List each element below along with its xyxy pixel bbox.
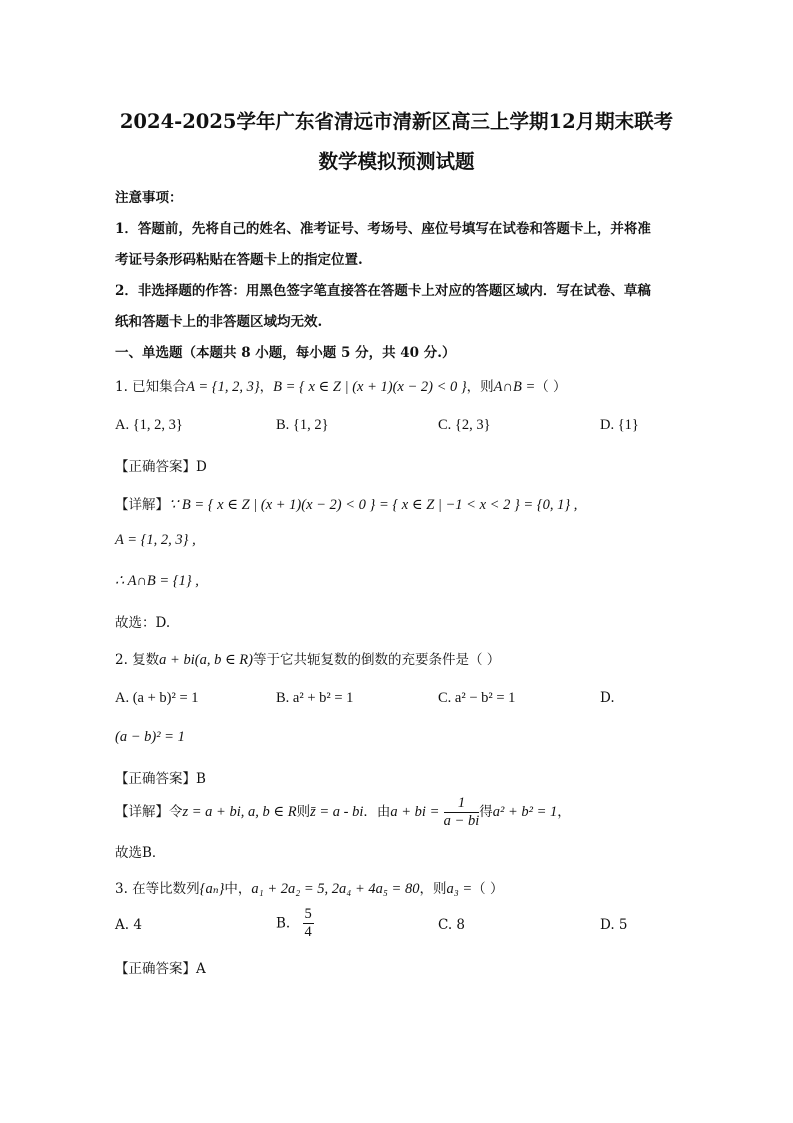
q3-answer: 【正确答案】A <box>115 961 206 977</box>
q3-stem-mid: 中， <box>224 881 252 897</box>
q3-option-d: D. 5 <box>600 917 628 933</box>
question-1-stem <box>115 375 567 396</box>
q1-set-a: A = {1, 2, 3} <box>186 379 260 395</box>
q1-detail-line-1 <box>115 493 577 514</box>
q1-choose: 故选：D. <box>115 615 171 631</box>
q3-option-c: C. 8 <box>438 917 466 933</box>
q2-detail-label: 【详解】 <box>115 804 169 820</box>
q1-ask: A∩B = <box>493 379 536 395</box>
notes-heading: 注意事项： <box>115 190 183 206</box>
q1-option-b: B. {1, 2} <box>276 417 329 433</box>
question-3-stem <box>115 877 503 898</box>
notes-item-1-line-2: 考证号条形码粘贴在答题卡上的指定位置. <box>115 252 363 268</box>
q2-answer: 【正确答案】B <box>115 771 206 787</box>
q2-fraction-numerator: 1 <box>444 795 480 813</box>
q1-stem-prefix: 1. 已知集合 <box>115 379 187 395</box>
q1-set-b: B = { x ∈ Z | (x + 1)(x − 2) < 0 } <box>273 379 467 395</box>
q1-stem-suffix: ，则 <box>466 379 494 395</box>
q2-fraction <box>444 795 480 830</box>
q3-option-b-label: B. <box>276 915 291 932</box>
q1-option-a: A. {1, 2, 3} <box>115 417 183 433</box>
q2-stem-suffix: 等于它共轭复数的倒数的充要条件是（ ） <box>252 652 501 668</box>
q2-detail-math-2: z̄ = a - bi <box>310 804 364 820</box>
q2-fraction-denominator: a − bi <box>443 813 480 829</box>
q3-stem-suffix: ，则 <box>419 881 447 897</box>
q2-detail-math-4: a² + b² = 1 <box>492 804 558 820</box>
q1-detail-label: 【详解】 <box>115 497 169 513</box>
title-line-1: 2024-2025学年广东省清远市清新区高三上学期12月期末联考 <box>119 110 674 133</box>
q1-detail-line-3: ∴ A∩B = {1} , <box>115 573 199 589</box>
q2-detail-text-3: ．由 <box>363 804 391 820</box>
question-2-stem <box>115 648 500 669</box>
q3-option-b-denominator: 4 <box>304 924 312 940</box>
notes-item-2-line-2: 纸和答题卡上的非答题区域均无效. <box>115 314 323 330</box>
q3-option-b <box>276 906 314 941</box>
notes-item-1-line-1: 1．答题前，先将自己的姓名、准考证号、考场号、座位号填写在试卷和答题卡上，并将准 <box>115 221 651 237</box>
q2-option-d-value: (a − b)² = 1 <box>115 729 185 745</box>
q1-comma: ， <box>259 379 274 395</box>
q1-option-c: C. {2, 3} <box>438 417 491 433</box>
q2-detail-math-3: a + bi = <box>390 804 440 820</box>
q2-option-b: B. a² + b² = 1 <box>276 690 354 706</box>
q2-detail-text-1: 令 <box>169 804 183 820</box>
title-line-2: 数学模拟预测试题 <box>318 150 475 173</box>
q1-detail-line-2: A = {1, 2, 3} , <box>115 532 196 548</box>
q3-option-b-numerator: 5 <box>304 906 312 922</box>
q3-stem-ask: a₃ = <box>446 881 473 897</box>
q3-stem-prefix: 3. 在等比数列 <box>115 881 200 897</box>
q3-blank: （ ） <box>472 881 504 897</box>
q2-option-a: A. (a + b)² = 1 <box>115 690 199 706</box>
q2-detail-end: ， <box>557 804 571 820</box>
q2-detail-math-1: z = a + bi, a, b ∈ R <box>182 804 297 820</box>
q1-blank: （ ） <box>535 379 567 395</box>
q2-detail <box>115 792 571 832</box>
q1-option-d: D. {1} <box>600 417 639 433</box>
notes-item-2-line-1: 2．非选择题的作答：用黑色签字笔直接答在答题卡上对应的答题区域内．写在试卷、草稿 <box>115 283 651 299</box>
q2-detail-text-4: 得 <box>479 804 493 820</box>
q2-stem-math: a + bi(a, b ∈ R) <box>159 652 253 668</box>
q2-choose: 故选B． <box>115 845 166 861</box>
q2-detail-text-2: 则 <box>296 804 311 820</box>
q3-option-b-fraction <box>303 906 314 941</box>
q2-option-d-label: D. <box>600 690 615 706</box>
q1-detail-math-1: ∵ B = { x ∈ Z | (x + 1)(x − 2) < 0 } = { x ∈ Z | −1 < x < 2 } = {0, 1} , <box>169 497 578 513</box>
q3-option-a: A. 4 <box>115 917 142 933</box>
q1-answer: 【正确答案】D <box>115 459 207 475</box>
q3-stem-seq: {aₙ} <box>199 881 225 897</box>
q2-option-c: C. a² − b² = 1 <box>438 690 516 706</box>
section-heading: 一、单选题（本题共 8 小题，每小题 5 分，共 40 分.） <box>115 345 456 361</box>
q2-stem-prefix: 2. 复数 <box>115 652 160 668</box>
q3-stem-math: a₁ + 2a₂ = 5, 2a₄ + 4a₅ = 80 <box>251 881 420 897</box>
